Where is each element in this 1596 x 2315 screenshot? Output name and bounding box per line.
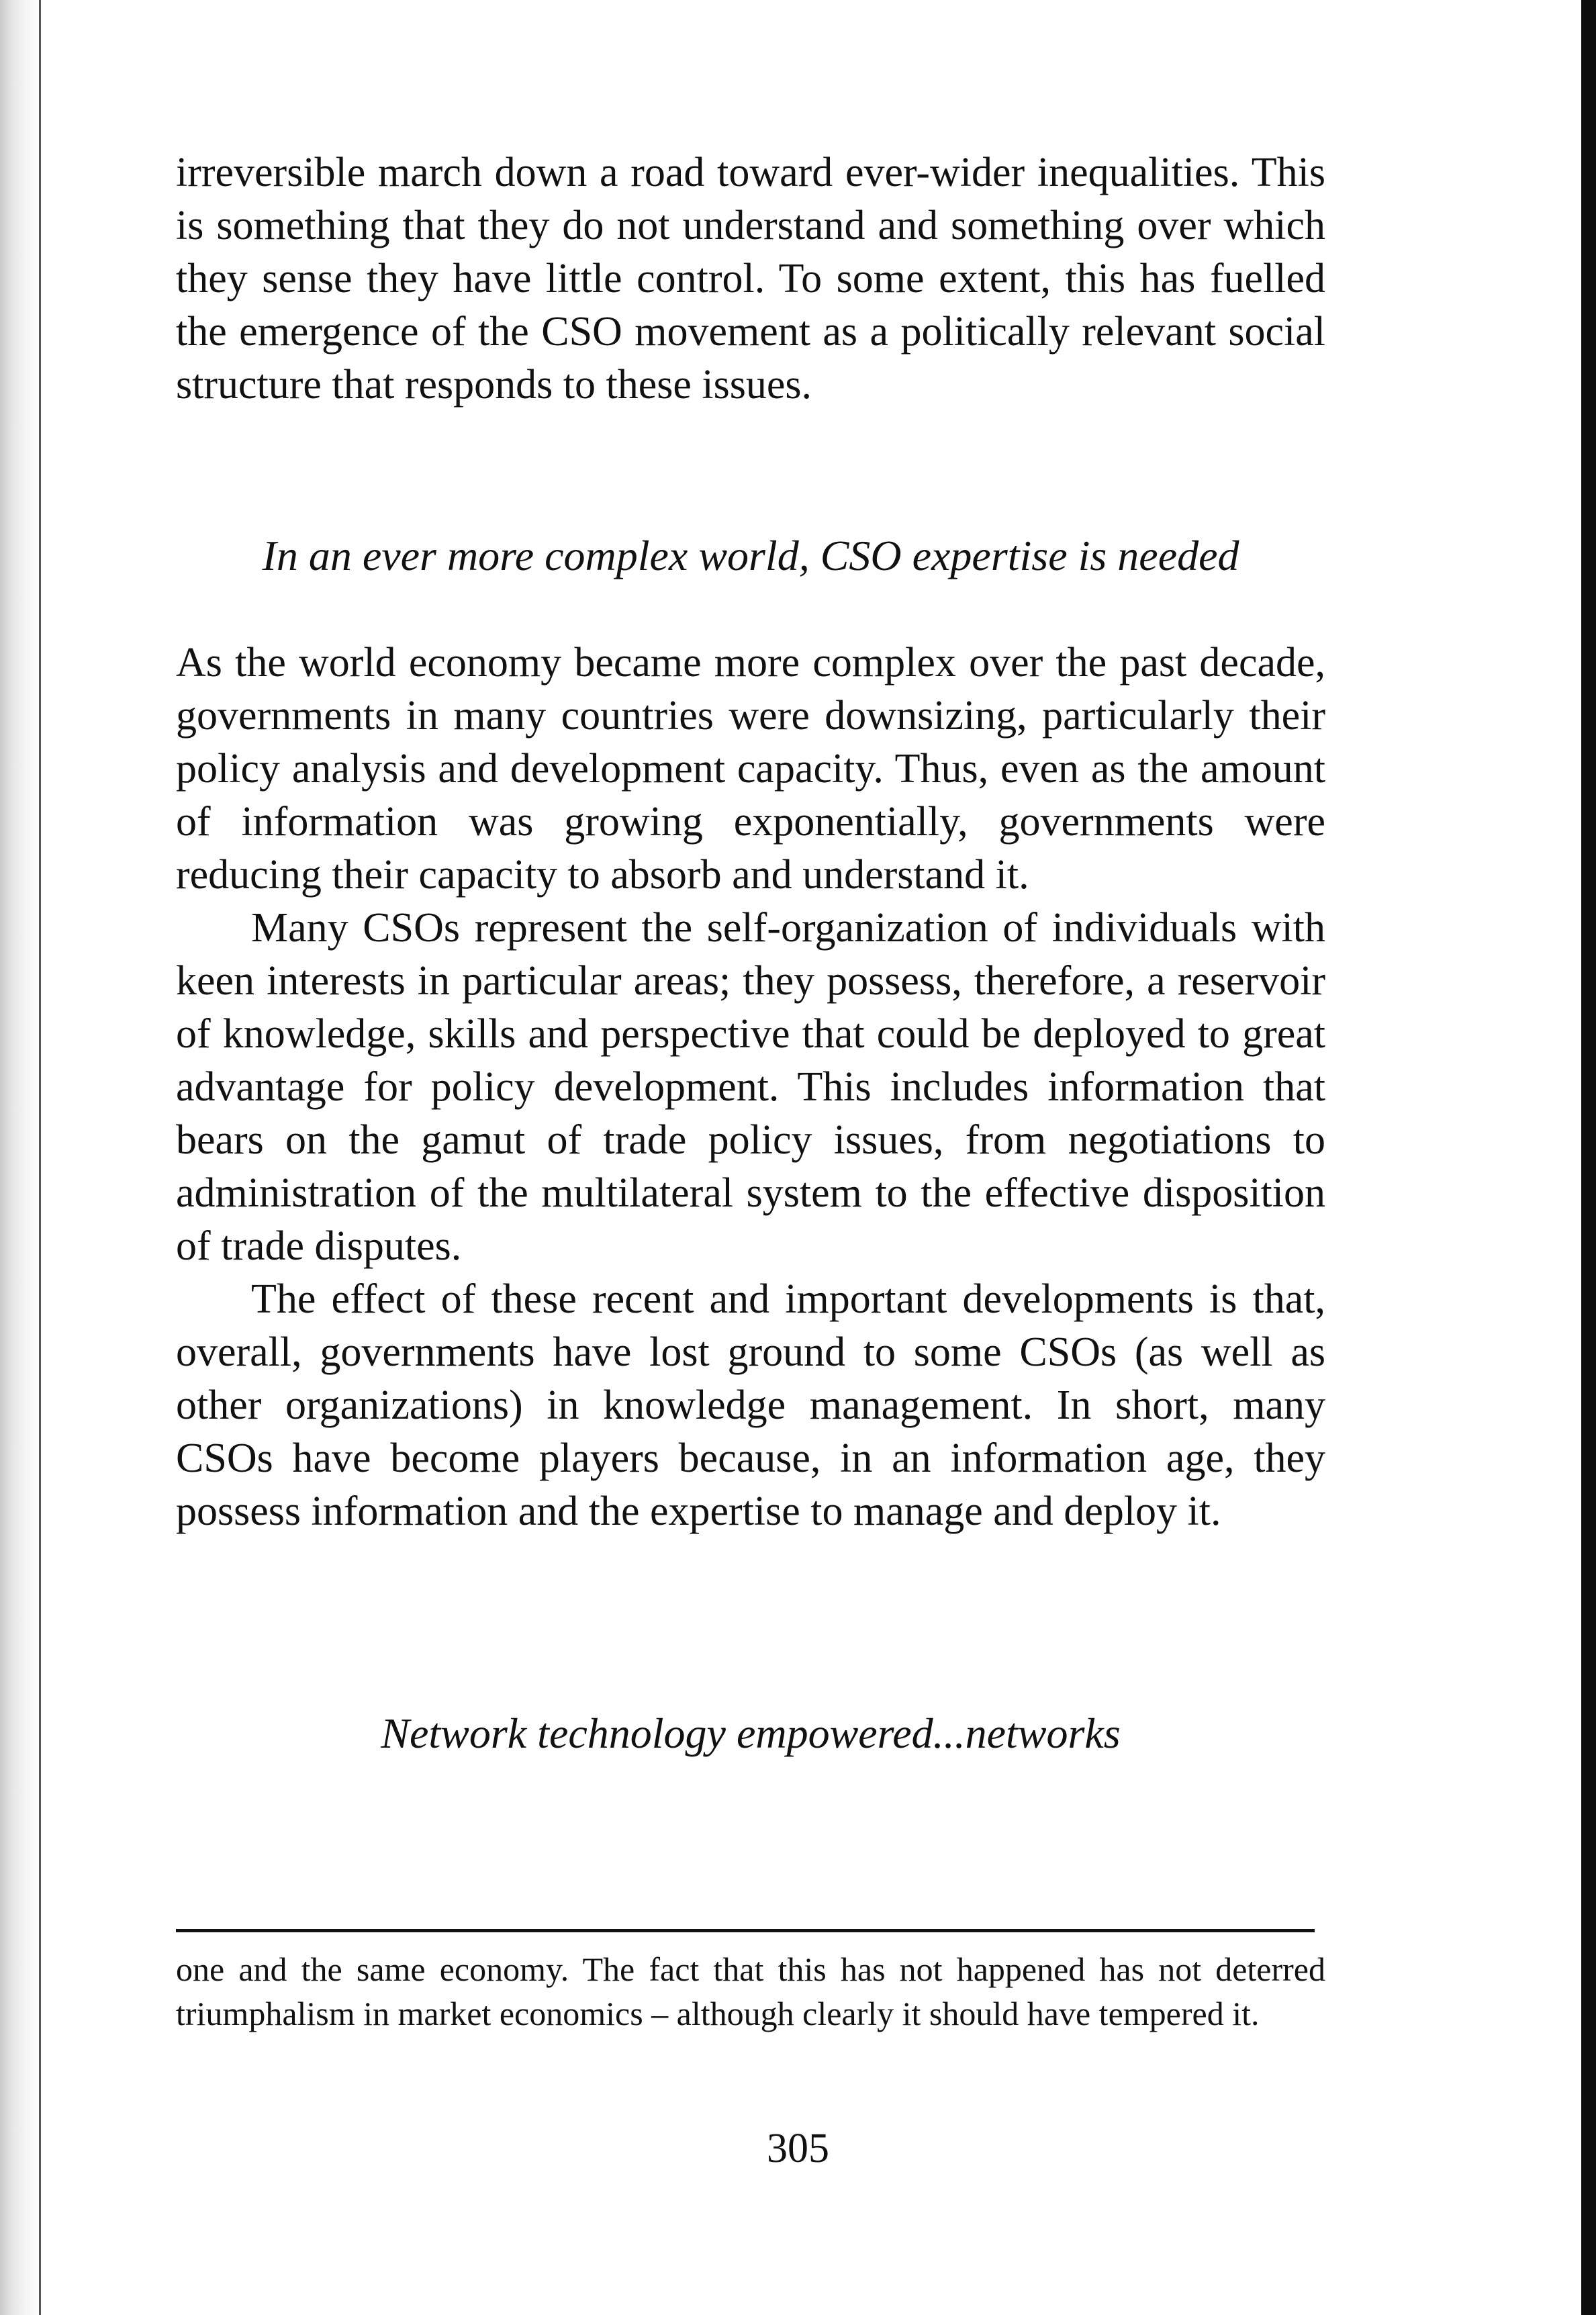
section-heading-network-technology: Network technology empowered...networks	[381, 1709, 1121, 1757]
page-number: 305	[767, 2126, 829, 2171]
body-paragraph-1: As the world economy became more complex over the past decade, governments in many countries were downsizing, particularly their policy analysis and development capacity. Thus, even as the amount of information was growing exponentially, governments were reducing their capacity to absorb and understand it.	[176, 640, 1325, 898]
binding-line	[39, 0, 41, 2315]
section-body-cso-expertise	[176, 636, 1325, 1538]
body-paragraph-2: Many CSOs represent the self-organization of individuals with keen interests in particular areas; they possess, therefore, a reservoir of knowledge, skills and perspective that could be deployed to great advantage for policy development. This includes information that bears on the gamut of trade policy issues, from negotiations to administration of the multilateral system to the effective disposition of trade disputes.	[176, 905, 1325, 1269]
body-paragraph-3: The effect of these recent and important developments is that, overall, governments have lost ground to some CSOs (as well as other organizations) in knowledge management. In short, many CSOs have become players because, in an information age, they possess information and the expertise to manage and deploy it.	[176, 1276, 1325, 1534]
footnote-text: one and the same economy. The fact that this has not happened has not deterred triumphalism in market economics – although clearly it should have tempered it.	[176, 1950, 1325, 2032]
top-text-block	[176, 146, 1325, 412]
footnote-divider	[176, 1929, 1315, 1932]
page-right-edge-shadow	[1581, 0, 1596, 2315]
section-heading-cso-expertise: In an ever more complex world, CSO expertise is needed	[262, 532, 1239, 579]
paragraph-continuation: irreversible march down a road toward ever-wider inequalities. This is something that they do not understand and something over which they sense they have little control. To some extent, this has fuelled the emergence of the CSO movement as a politically relevant social structure that responds to these issues.	[176, 150, 1325, 408]
